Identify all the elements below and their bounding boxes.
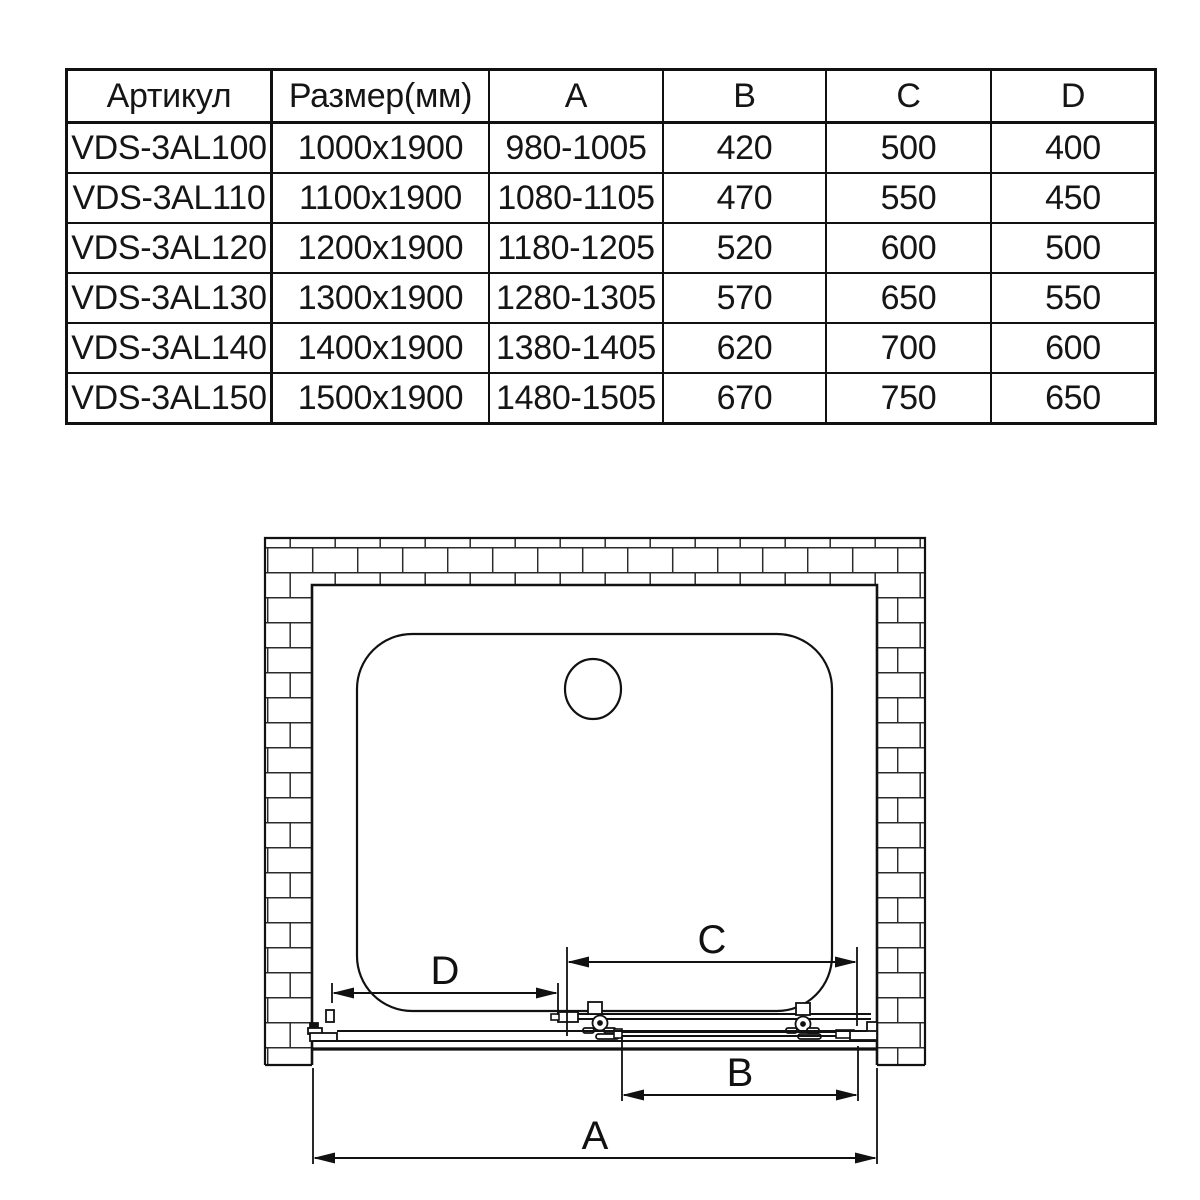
size-cell: 1200x1900 — [272, 223, 490, 273]
size-cell: 1100x1900 — [272, 173, 490, 223]
dim-c-cell: 500 — [826, 123, 991, 174]
drain — [565, 659, 621, 719]
dim-c-cell: 650 — [826, 273, 991, 323]
wall-left — [265, 585, 312, 1065]
col-header-size: Размер(мм) — [272, 70, 490, 123]
dim-d-cell: 650 — [991, 373, 1156, 424]
dim-d-cell: 400 — [991, 123, 1156, 174]
dim-a-cell: 1380-1405 — [489, 323, 663, 373]
dim-label-a: A — [581, 1114, 609, 1158]
dim-d-cell: 600 — [991, 323, 1156, 373]
size-cell: 1500x1900 — [272, 373, 490, 424]
dim-c-cell: 700 — [826, 323, 991, 373]
size-cell: 1400x1900 — [272, 323, 490, 373]
article-cell: VDS-3AL100 — [67, 123, 272, 174]
shower-tray-group — [357, 634, 832, 1011]
dim-a-cell: 1180-1205 — [489, 223, 663, 273]
dim-b-cell: 420 — [663, 123, 826, 174]
article-cell: VDS-3AL140 — [67, 323, 272, 373]
dim-d-cell: 550 — [991, 273, 1156, 323]
col-header-article: Артикул — [67, 70, 272, 123]
article-cell: VDS-3AL130 — [67, 273, 272, 323]
col-header-b: B — [663, 70, 826, 123]
wall-right — [877, 585, 925, 1065]
dim-c-cell: 750 — [826, 373, 991, 424]
dim-label-b: B — [726, 1051, 754, 1095]
col-header-c: C — [826, 70, 991, 123]
size-cell: 1300x1900 — [272, 273, 490, 323]
dim-a-cell: 1080-1105 — [489, 173, 663, 223]
dim-b-cell: 520 — [663, 223, 826, 273]
dim-b-cell: 470 — [663, 173, 826, 223]
dimension-b — [622, 1036, 858, 1101]
dim-label-d: D — [430, 949, 460, 993]
article-cell: VDS-3AL150 — [67, 373, 272, 424]
dim-a-cell: 1280-1305 — [489, 273, 663, 323]
col-header-a: A — [489, 70, 663, 123]
dimension-a — [313, 1068, 877, 1164]
article-cell: VDS-3AL120 — [67, 223, 272, 273]
dim-d-cell: 450 — [991, 173, 1156, 223]
article-cell: VDS-3AL110 — [67, 173, 272, 223]
dim-b-cell: 570 — [663, 273, 826, 323]
wall-top — [265, 538, 925, 585]
dim-label-c: C — [697, 918, 727, 962]
dim-c-cell: 550 — [826, 173, 991, 223]
dim-a-cell: 1480-1505 — [489, 373, 663, 424]
dim-b-cell: 670 — [663, 373, 826, 424]
dim-d-cell: 500 — [991, 223, 1156, 273]
dim-c-cell: 600 — [826, 223, 991, 273]
dim-a-cell: 980-1005 — [489, 123, 663, 174]
col-header-d: D — [991, 70, 1156, 123]
dim-b-cell: 620 — [663, 323, 826, 373]
size-cell: 1000x1900 — [272, 123, 490, 174]
